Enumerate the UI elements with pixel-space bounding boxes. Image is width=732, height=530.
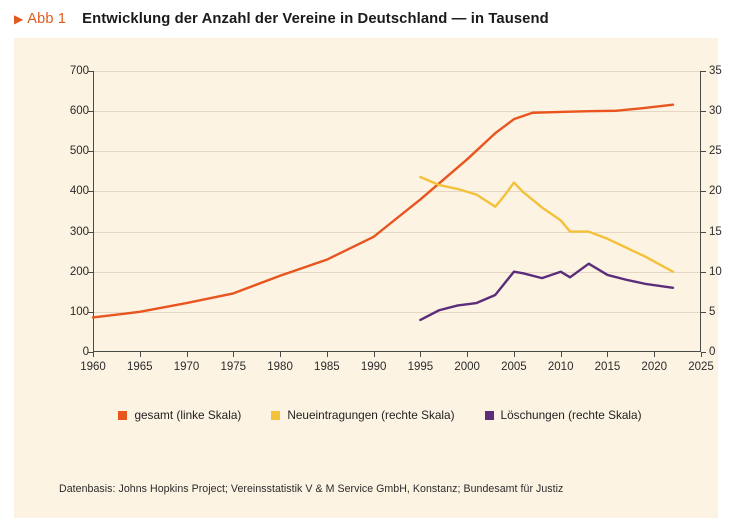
chart-header — [0, 0, 732, 38]
x-axis-tick — [233, 352, 234, 357]
x-axis-tick — [280, 352, 281, 357]
legend-label: gesamt (linke Skala) — [134, 408, 242, 422]
x-axis-tick — [467, 352, 468, 357]
series-line — [420, 177, 673, 272]
y-axis-left-label: 700 — [69, 65, 89, 77]
x-axis-label: 1975 — [220, 361, 247, 373]
y-axis-right-label: 25 — [709, 145, 722, 158]
x-axis-label: 1990 — [360, 361, 387, 373]
x-axis-tick — [654, 352, 655, 357]
y-axis-right-tick — [701, 111, 706, 112]
x-axis-label: 2010 — [547, 361, 574, 373]
legend-item[interactable] — [118, 408, 241, 422]
x-axis-label: 2020 — [641, 361, 668, 373]
x-axis-label: 1960 — [80, 361, 106, 373]
x-axis-tick — [607, 352, 608, 357]
x-axis-label: 2025 — [688, 361, 714, 373]
y-axis-right-label: 5 — [709, 305, 716, 318]
y-axis-right-label: 10 — [709, 265, 722, 278]
x-axis-label: 2015 — [594, 361, 621, 373]
legend-swatch-icon — [485, 411, 494, 420]
x-axis-tick — [561, 352, 562, 357]
x-axis-label: 1995 — [407, 361, 434, 373]
chart-panel — [14, 38, 722, 518]
legend-item[interactable] — [271, 408, 454, 422]
y-axis-right-label: 30 — [709, 105, 722, 118]
x-axis-tick — [374, 352, 375, 357]
x-axis-label: 1970 — [173, 361, 200, 373]
x-axis-tick — [514, 352, 515, 357]
y-axis-left-label: 300 — [69, 225, 89, 238]
y-axis-left-label: 100 — [69, 305, 89, 318]
legend-swatch-icon — [271, 411, 280, 420]
x-axis-label: 2005 — [501, 361, 527, 373]
y-axis-right-label: 15 — [709, 225, 722, 238]
source-note: Datenbasis: Johns Hopkins Project; Vereinsstatistik V & M Service GmbH, Konstanz; Bundesamt für Justiz — [59, 483, 564, 495]
y-axis-left-label: 400 — [69, 185, 89, 198]
y-axis-right-tick — [701, 71, 706, 72]
x-axis-label: 1985 — [314, 361, 340, 373]
x-axis-tick — [93, 352, 94, 357]
y-axis-left-label: 0 — [82, 346, 89, 358]
legend-label: Löschungen (rechte Skala) — [500, 408, 642, 422]
x-axis-label: 2000 — [454, 361, 480, 373]
legend-swatch-icon — [118, 411, 127, 420]
y-axis-right-label: 35 — [709, 65, 722, 77]
x-axis-label: 1980 — [267, 361, 293, 373]
x-axis-label: 1965 — [126, 361, 153, 373]
x-axis-tick — [701, 352, 702, 357]
legend-label: Neueintragungen (rechte Skala) — [287, 408, 455, 422]
chart-legend — [28, 408, 732, 422]
figure-label: Abb 1 — [27, 11, 67, 27]
y-axis-left-label: 500 — [69, 145, 89, 158]
x-axis-tick — [327, 352, 328, 357]
legend-item[interactable] — [485, 408, 642, 422]
series-line — [93, 105, 673, 318]
y-axis-right-tick — [701, 272, 706, 273]
triangle-marker-icon: ▶ — [14, 12, 24, 26]
y-axis-right-label: 0 — [709, 346, 716, 358]
series-lines — [93, 71, 701, 352]
page-title: Entwicklung der Anzahl der Vereine in Deutschland — in Tausend — [82, 11, 549, 27]
y-axis-right-tick — [701, 232, 706, 233]
y-axis-left-label: 600 — [69, 105, 89, 118]
y-axis-right-tick — [701, 191, 706, 192]
x-axis-tick — [140, 352, 141, 357]
y-axis-right-tick — [701, 312, 706, 313]
x-axis-tick — [187, 352, 188, 357]
plot-area — [69, 65, 722, 373]
y-axis-right-tick — [701, 151, 706, 152]
y-axis-left-label: 200 — [69, 265, 89, 278]
y-axis-right-label: 20 — [709, 185, 722, 198]
x-axis-tick — [420, 352, 421, 357]
series-line — [420, 264, 673, 320]
